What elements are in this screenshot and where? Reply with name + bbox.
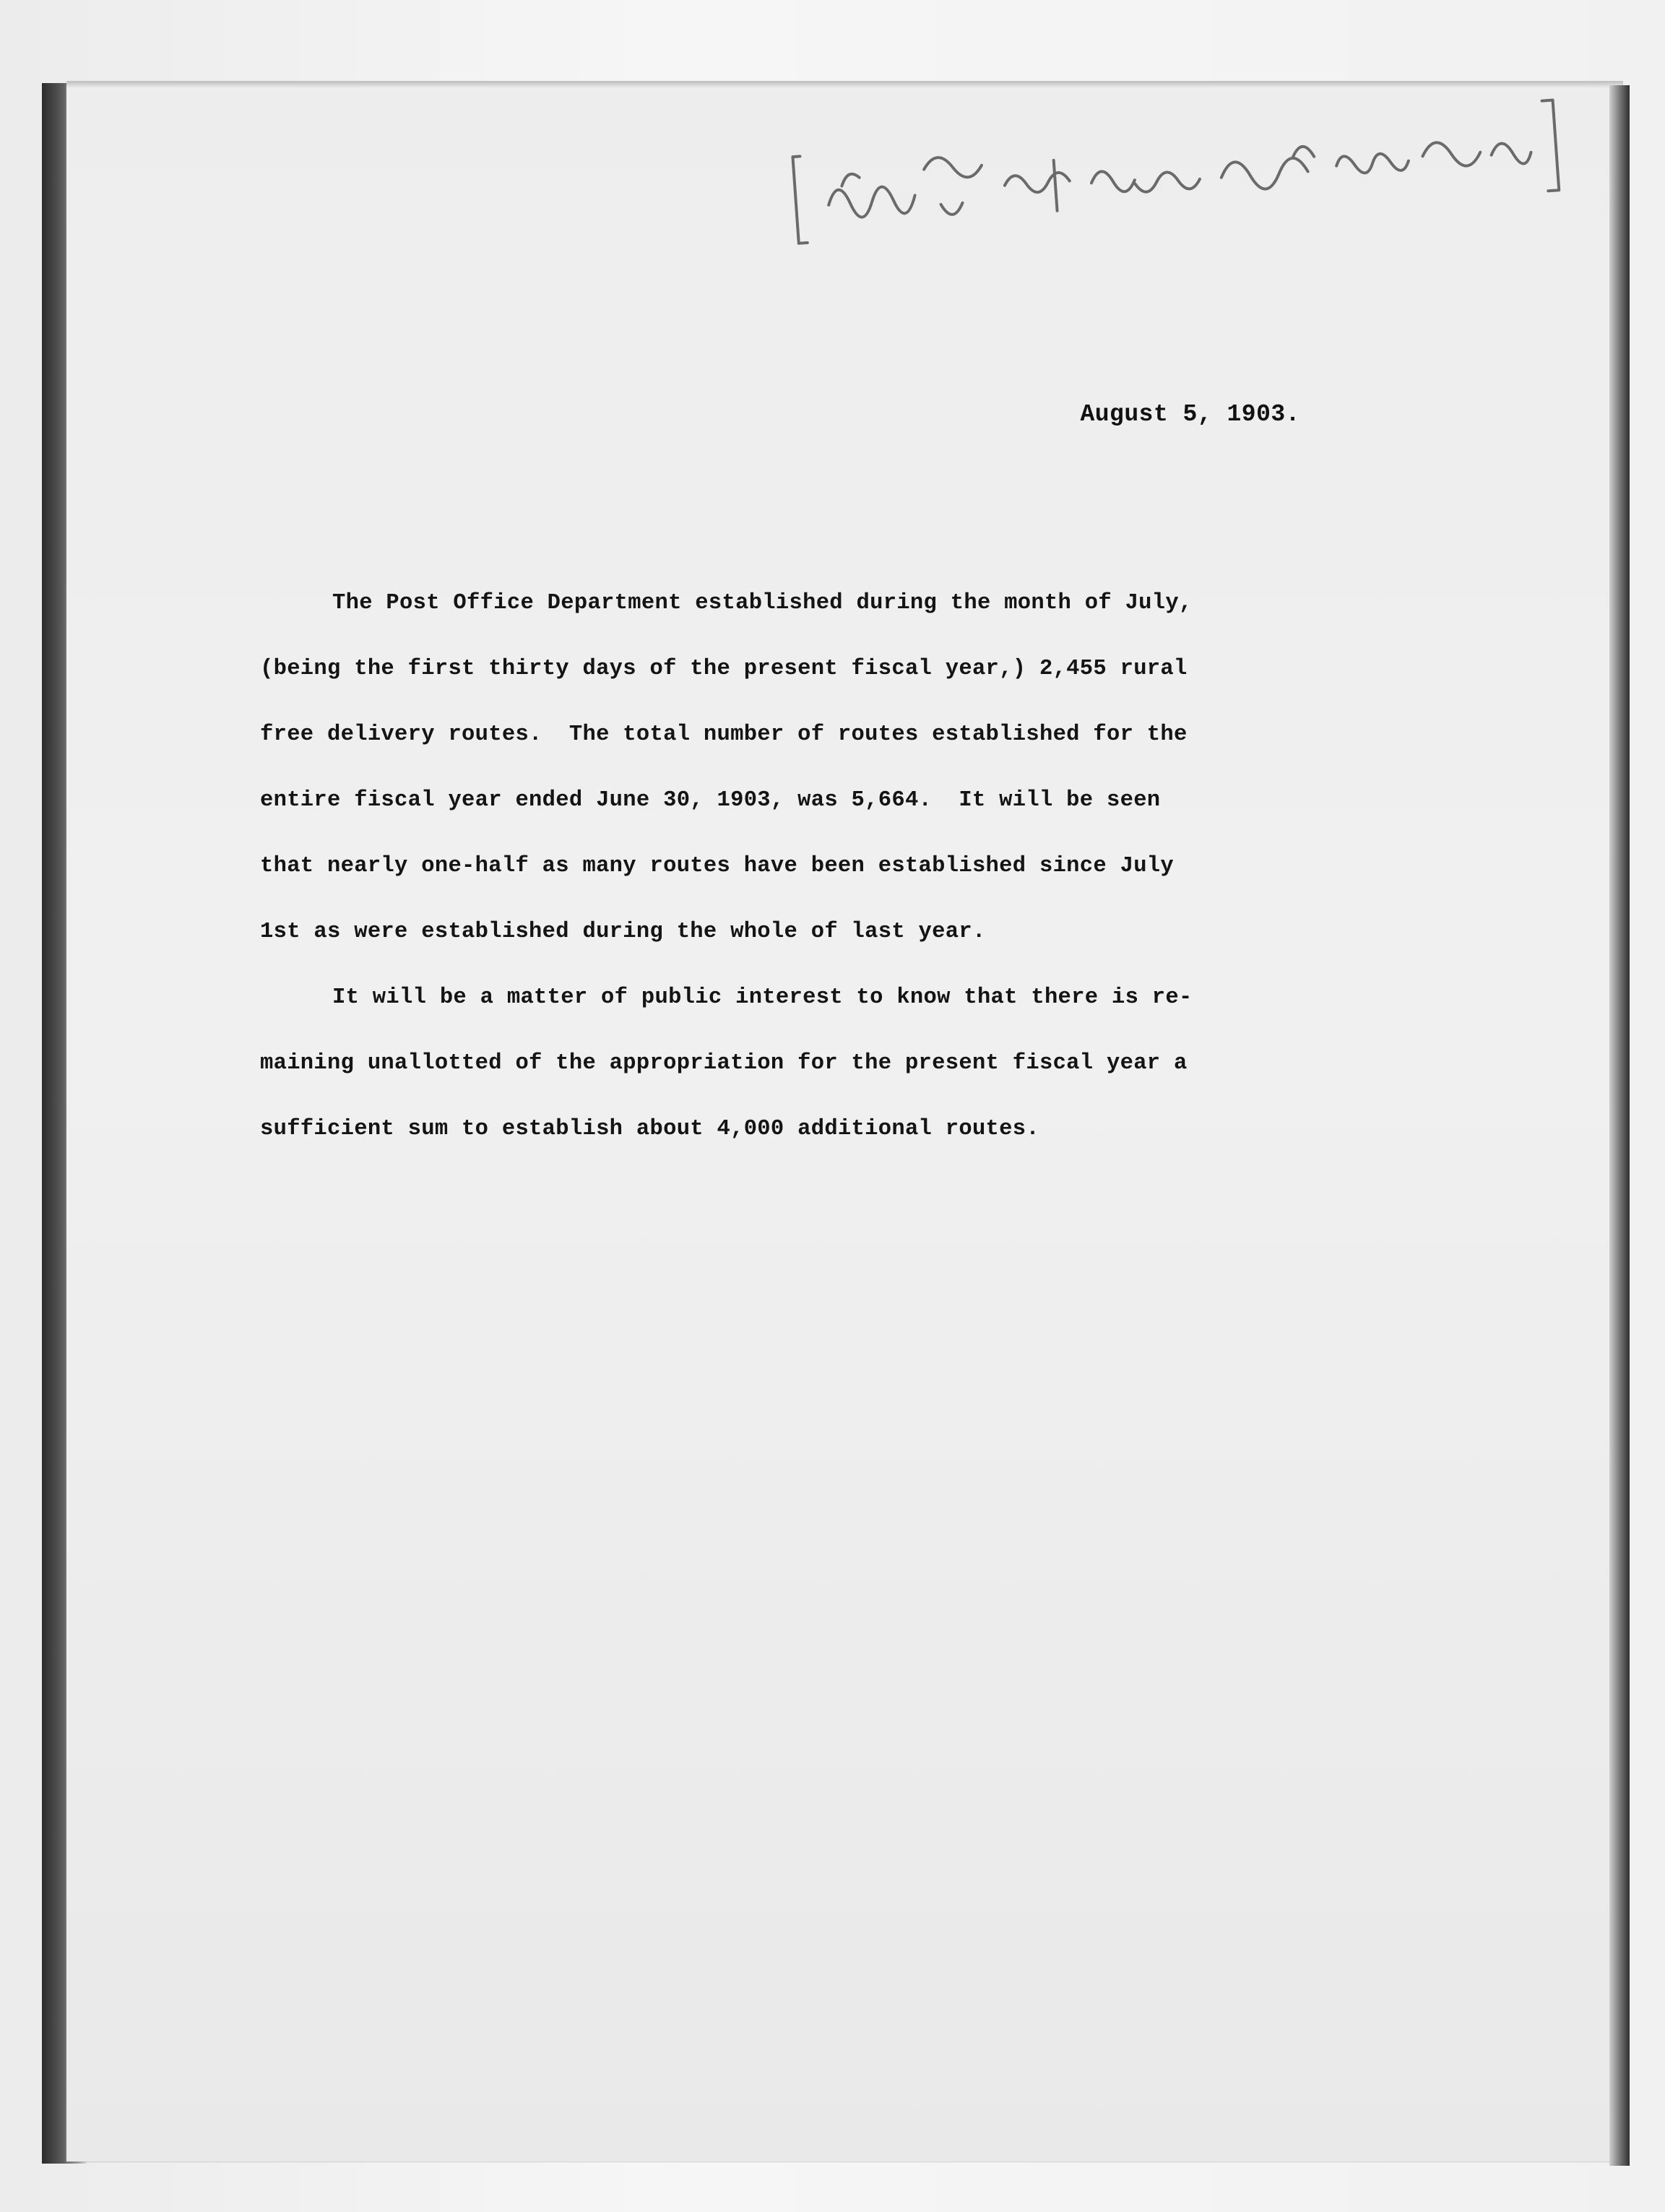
body-line: The Post Office Department established during the month of July, (332, 591, 1193, 615)
body-line: (being the first thirty days of the present fiscal year,) 2,455 rural (260, 657, 1188, 681)
body-line: that nearly one-half as many routes have been established since July (260, 854, 1175, 878)
letter-date: August 5, 1903. (1080, 401, 1300, 428)
body-line: sufficient sum to establish about 4,000 additional routes. (260, 1117, 1039, 1141)
paper-right-shadow (1609, 85, 1630, 2166)
body-line: free delivery routes. The total number of routes established for the (260, 722, 1188, 747)
body-line: maining unallotted of the appropriation for the present fiscal year a (260, 1051, 1188, 1076)
letter-body (260, 571, 1344, 1162)
paper-top-edge (66, 81, 1623, 88)
body-line: It will be a matter of public interest to know that there is re- (332, 985, 1193, 1010)
body-line: 1st as were established during the whole of last year. (260, 920, 986, 944)
body-line: entire fiscal year ended June 30, 1903, was 5,664. It will be seen (260, 788, 1161, 813)
